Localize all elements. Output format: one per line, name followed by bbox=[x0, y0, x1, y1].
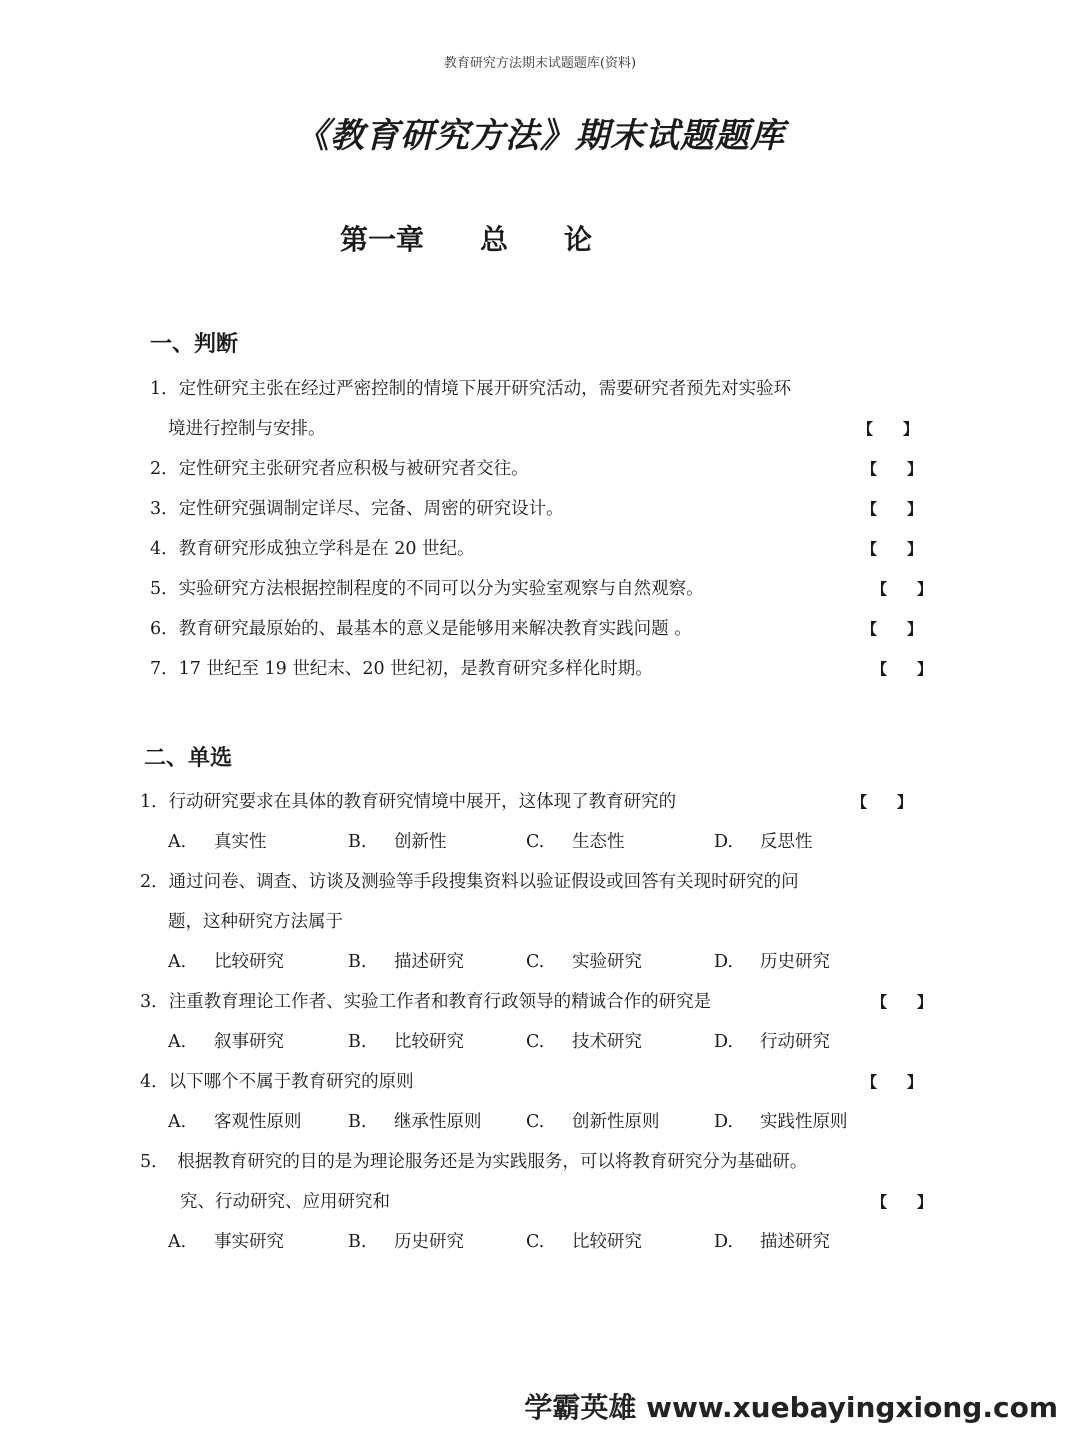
choice-question-5-line1: 5． 根据教育研究的目的是为理论服务还是为实践服务，可以将教育研究分为基础研。 bbox=[140, 1152, 808, 1172]
answer-bracket: 【 】 bbox=[852, 793, 913, 811]
option-d: D. 反思性 bbox=[714, 832, 813, 852]
option-a: A. 客观性原则 bbox=[168, 1112, 302, 1132]
answer-bracket: 【 】 bbox=[862, 540, 923, 558]
option-a: A. 叙事研究 bbox=[168, 1032, 284, 1052]
answer-bracket: 【 】 bbox=[872, 993, 933, 1011]
judgment-item-5: 5．实验研究方法根据控制程度的不同可以分为实验室观察与自然观察。 bbox=[150, 579, 704, 599]
answer-bracket: 【 】 bbox=[862, 500, 923, 518]
site-watermark: 学霸英雄 www.xuebayingxiong.com bbox=[524, 1391, 1058, 1424]
answer-bracket: 【 】 bbox=[858, 420, 919, 438]
document-title: 《教育研究方法》期末试题题库 bbox=[295, 116, 785, 156]
judgment-item-6: 6．教育研究最原始的、最基本的意义是能够用来解决教育实践问题 。 bbox=[150, 619, 692, 639]
choice-question-5-line2: 究、行动研究、应用研究和 bbox=[180, 1192, 390, 1212]
option-b: B. 创新性 bbox=[348, 832, 447, 852]
option-b: B. 比较研究 bbox=[348, 1032, 464, 1052]
judgment-item-4: 4．教育研究形成独立学科是在 20 世纪。 bbox=[150, 539, 475, 559]
choice-options-3 bbox=[168, 1028, 888, 1056]
option-d: D. 实践性原则 bbox=[714, 1112, 848, 1132]
option-a: A. 比较研究 bbox=[168, 952, 284, 972]
judgment-item-7: 7．17 世纪至 19 世纪末、20 世纪初，是教育研究多样化时期。 bbox=[150, 659, 653, 679]
judgment-item-3: 3．定性研究强调制定详尽、完备、周密的研究设计。 bbox=[150, 499, 564, 519]
option-b: B. 描述研究 bbox=[348, 952, 464, 972]
answer-bracket: 【 】 bbox=[872, 660, 933, 678]
option-c: C. 技术研究 bbox=[526, 1032, 642, 1052]
judgment-item-1-line2: 境进行控制与安排。 bbox=[168, 419, 326, 439]
option-c: C. 实验研究 bbox=[526, 952, 642, 972]
section-heading-judgment: 一、判断 bbox=[150, 332, 239, 357]
choice-options-5 bbox=[168, 1228, 888, 1256]
option-d: D. 描述研究 bbox=[714, 1232, 830, 1252]
section-heading-single-choice: 二、单选 bbox=[144, 746, 233, 771]
running-header: 教育研究方法期末试题题库(资料) bbox=[443, 56, 637, 71]
option-a: A. 真实性 bbox=[168, 832, 267, 852]
answer-bracket: 【 】 bbox=[862, 620, 923, 638]
option-d: D. 历史研究 bbox=[714, 952, 830, 972]
option-c: C. 比较研究 bbox=[526, 1232, 642, 1252]
choice-question-4: 4．以下哪个不属于教育研究的原则 bbox=[140, 1072, 414, 1092]
chapter-title: 第一章 总 论 bbox=[340, 223, 593, 256]
answer-bracket: 【 】 bbox=[872, 1193, 933, 1211]
judgment-item-1-line1: 1．定性研究主张在经过严密控制的情境下展开研究活动，需要研究者预先对实验环 bbox=[150, 379, 792, 399]
answer-bracket: 【 】 bbox=[862, 460, 923, 478]
judgment-item-2: 2．定性研究主张研究者应积极与被研究者交往。 bbox=[150, 459, 529, 479]
choice-question-2-line1: 2．通过问卷、调查、访谈及测验等手段搜集资料以验证假设或回答有关现时研究的问 bbox=[140, 872, 799, 892]
option-b: B. 历史研究 bbox=[348, 1232, 464, 1252]
answer-bracket: 【 】 bbox=[862, 1073, 923, 1091]
option-a: A. 事实研究 bbox=[168, 1232, 284, 1252]
choice-options-4 bbox=[168, 1108, 888, 1136]
choice-question-3: 3．注重教育理论工作者、实验工作者和教育行政领导的精诚合作的研究是 bbox=[140, 992, 712, 1012]
choice-options-1 bbox=[168, 828, 888, 856]
option-c: C. 生态性 bbox=[526, 832, 625, 852]
option-c: C. 创新性原则 bbox=[526, 1112, 660, 1132]
choice-options-2 bbox=[168, 948, 888, 976]
choice-question-1: 1．行动研究要求在具体的教育研究情境中展开，这体现了教育研究的 bbox=[140, 792, 677, 812]
choice-question-2-line2: 题，这种研究方法属于 bbox=[168, 912, 343, 932]
option-d: D. 行动研究 bbox=[714, 1032, 830, 1052]
option-b: B. 继承性原则 bbox=[348, 1112, 482, 1132]
answer-bracket: 【 】 bbox=[872, 580, 933, 598]
